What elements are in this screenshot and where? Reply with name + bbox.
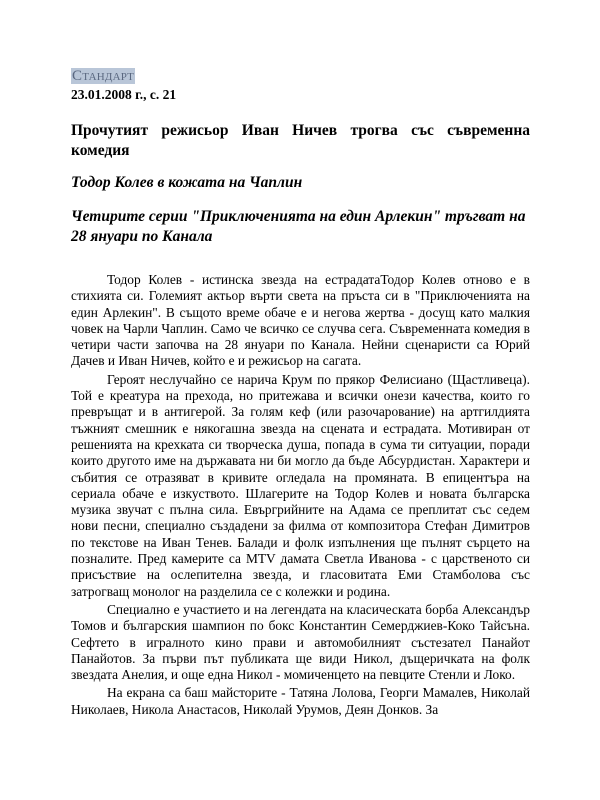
masthead-logo: [71, 67, 530, 85]
paragraph: Тодор Колев - истинска звезда на естрадатаТодор Колев отново е в стихията си. Големият актьор върти света на пръста си в "Приключенията на един Арлекин". В същото време обаче е и негова жертва - досущ като малкия човек на Чарли Чаплин. Само че всичко се случва сега. Съвременната комедия в четири части започва на 28 януари по Канала. Нейни сценаристи са Юрий Дачев и Иван Ничев, който е и режисьор на сагата.: [71, 272, 530, 369]
subheadline-primary: Тодор Колев в кожата на Чаплин: [71, 174, 303, 191]
dateline: 23.01.2008 г., с. 21: [71, 87, 177, 102]
newspaper-logo: Стандарт: [72, 68, 135, 84]
article-body: [71, 272, 530, 718]
subheadline-secondary: Четирите серии "Приключенията на един Арлекин" тръгват на 28 януари по Канала: [71, 208, 526, 245]
paragraph: Специално е участието и на легендата на класическата борба Александър Томов и българския шампион по бокс Константин Семерджиев-Коко Тайсъна. Сефтето в игралното кино прави и автомобилният състезател Панайот Панайотов. За първи път публиката ще види Никол, дъщеричката на фолк звездата Анелия, и още една Никол - момиченцето на певците Стенли и Локо.: [71, 601, 530, 683]
article-page: [71, 67, 530, 720]
paragraph: Героят неслучайно се нарича Крум по прякор Фелисиано (Щастливеца). Той е креатура на прехода, но притежава и всички онези качества, които го превръщат и в антигерой. За голям кеф (или разочарование) на артгилдията тъжният смешник е някогашна звезда на сцената и естрадата. Мотивиран от решенията на крехката си творческа душа, попада в сума ти ситуации, поради които другото име на държавата ни би могло да бъде Абсурдистан. Характери и събития се отразяват в кривите огледала на промяната. В епицентъра на сериала обаче е изкуството. Шлагерите на Тодор Колев и новата българска музика звучат с пълна сила. Евъргрийните на Адама се преплитат със седем нови песни, специално създадени за филма от композитора Стефан Димитров по текстове на Иван Тенев. Балади и фолк изпълнения ще пълнят сърцето на позналите. Пред камерите са MTV дамата Светла Иванова - с царственото си присъствие на ослепителна звезда, и гласовитата Еми Стамболова със затрогващ монолог на разделила се с колежки и родина.: [71, 371, 530, 599]
paragraph: На екрана са баш майсторите - Татяна Лолова, Георги Мамалев, Николай Николаев, Никола Анастасов, Николай Урумов, Деян Донков. За: [71, 685, 530, 717]
headline: Прочутият режисьор Иван Ничев трогва със съвременна комедия: [71, 122, 530, 159]
